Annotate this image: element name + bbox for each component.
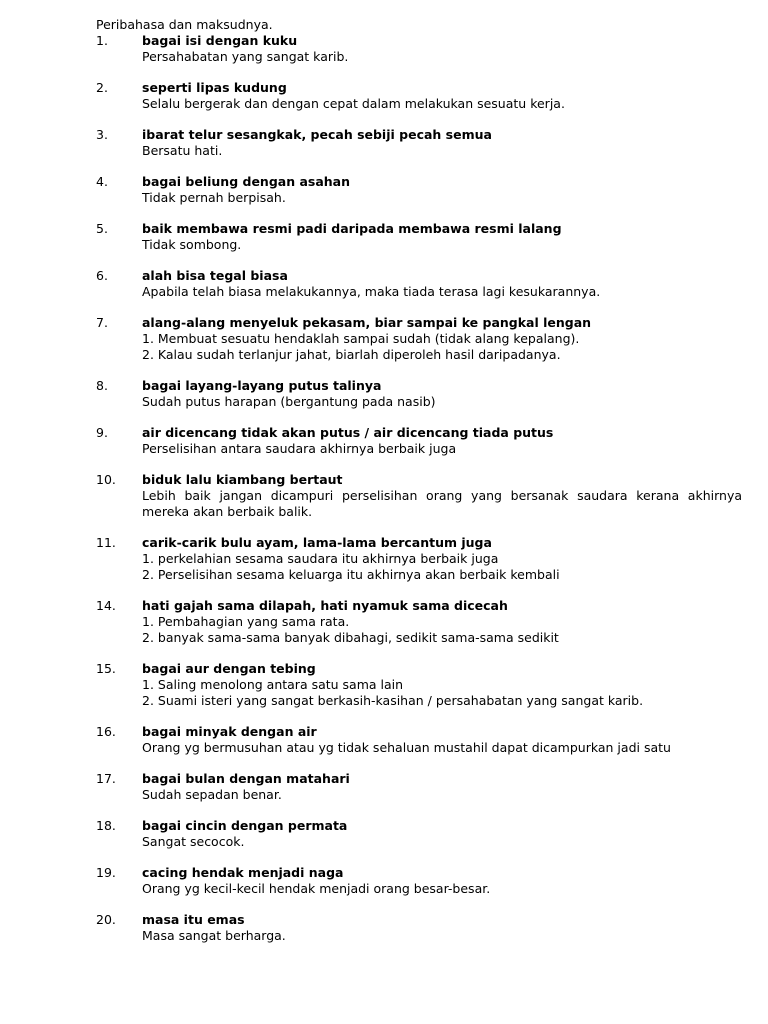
proverb-entry <box>96 268 742 300</box>
proverb-text: bagai layang-layang putus talinya <box>142 378 382 393</box>
proverb-entry <box>96 425 742 457</box>
proverb-meaning: Sudah sepadan benar. <box>142 787 282 802</box>
entry-number: 5. <box>96 221 108 236</box>
entry-number: 9. <box>96 425 108 440</box>
proverb-text: alang-alang menyeluk pekasam, biar sampai ke pangkal lengan <box>142 315 592 330</box>
proverb-entry <box>96 315 742 363</box>
proverb-meaning: Orang yg kecil-kecil hendak menjadi orang besar-besar. <box>142 881 491 896</box>
entry-number: 20. <box>96 912 116 927</box>
proverb-entry <box>96 472 742 520</box>
proverb-entry <box>96 127 742 159</box>
proverb-meaning-line: 2. Suami isteri yang sangat berkasih-kasihan / persahabatan yang sangat karib. <box>142 693 644 708</box>
proverb-text: bagai aur dengan tebing <box>142 661 316 676</box>
document-title: Peribahasa dan maksudnya. <box>96 17 273 32</box>
proverb-entry <box>96 818 742 850</box>
proverb-meaning-line: 2. banyak sama-sama banyak dibahagi, sedikit sama-sama sedikit <box>142 630 559 645</box>
proverb-meaning-line: 1. Saling menolong antara satu sama lain <box>142 677 404 692</box>
proverb-meaning: Tidak pernah berpisah. <box>142 190 286 205</box>
proverb-text: bagai bulan dengan matahari <box>142 771 350 786</box>
proverb-entry <box>96 80 742 112</box>
proverb-entry <box>96 771 742 803</box>
entry-number: 4. <box>96 174 108 189</box>
proverb-meaning: Lebih baik jangan dicampuri perselisihan orang yang bersanak saudara kerana akhirnya mereka akan berbaik balik. <box>142 488 742 519</box>
proverb-entry <box>96 661 742 709</box>
proverb-meaning: Persahabatan yang sangat karib. <box>142 49 349 64</box>
proverb-meaning: Tidak sombong. <box>142 237 242 252</box>
proverb-text: cacing hendak menjadi naga <box>142 865 344 880</box>
proverb-meaning: Selalu bergerak dan dengan cepat dalam melakukan sesuatu kerja. <box>142 96 565 111</box>
proverb-text: carik-carik bulu ayam, lama-lama bercantum juga <box>142 535 492 550</box>
document-page <box>96 17 742 959</box>
proverb-entry <box>96 724 742 756</box>
proverb-meaning: Bersatu hati. <box>142 143 223 158</box>
proverb-entry <box>96 912 742 944</box>
proverb-entry <box>96 598 742 646</box>
proverb-meaning-line: 1. Membuat sesuatu hendaklah sampai sudah (tidak alang kepalang). <box>142 331 580 346</box>
proverb-meaning: Orang yg bermusuhan atau yg tidak sehaluan mustahil dapat dicampurkan jadi satu <box>142 740 671 755</box>
proverb-meaning-line: 2. Kalau sudah terlanjur jahat, biarlah diperoleh hasil daripadanya. <box>142 347 561 362</box>
entry-number: 1. <box>96 33 108 48</box>
entry-number: 8. <box>96 378 108 393</box>
proverb-text: bagai beliung dengan asahan <box>142 174 350 189</box>
proverb-entry <box>96 378 742 410</box>
proverb-text: ibarat telur sesangkak, pecah sebiji pecah semua <box>142 127 492 142</box>
entry-number: 2. <box>96 80 108 95</box>
proverb-entry <box>96 221 742 253</box>
proverb-text: masa itu emas <box>142 912 245 927</box>
proverb-text: bagai minyak dengan air <box>142 724 317 739</box>
proverb-meaning-line: 1. Pembahagian yang sama rata. <box>142 614 350 629</box>
proverb-meaning-line: 1. perkelahian sesama saudara itu akhirnya berbaik juga <box>142 551 499 566</box>
proverb-text: air dicencang tidak akan putus / air dicencang tiada putus <box>142 425 554 440</box>
proverb-meaning: Perselisihan antara saudara akhirnya berbaik juga <box>142 441 457 456</box>
entry-number: 3. <box>96 127 108 142</box>
proverb-text: alah bisa tegal biasa <box>142 268 288 283</box>
proverb-entry <box>96 535 742 583</box>
proverb-entry <box>96 174 742 206</box>
proverb-meaning: Masa sangat berharga. <box>142 928 286 943</box>
proverb-text: hati gajah sama dilapah, hati nyamuk sama dicecah <box>142 598 508 613</box>
entry-number: 15. <box>96 661 116 676</box>
proverb-text: bagai isi dengan kuku <box>142 33 298 48</box>
entry-number: 19. <box>96 865 116 880</box>
proverb-meaning-line: 2. Perselisihan sesama keluarga itu akhirnya akan berbaik kembali <box>142 567 560 582</box>
entry-number: 17. <box>96 771 116 786</box>
entry-number: 16. <box>96 724 116 739</box>
proverb-text: seperti lipas kudung <box>142 80 287 95</box>
entry-number: 11. <box>96 535 116 550</box>
proverb-meaning: Apabila telah biasa melakukannya, maka tiada terasa lagi kesukarannya. <box>142 284 601 299</box>
proverb-entry <box>96 33 742 65</box>
entry-number: 14. <box>96 598 116 613</box>
entry-number: 18. <box>96 818 116 833</box>
proverb-meaning: Sudah putus harapan (bergantung pada nasib) <box>142 394 436 409</box>
proverb-text: bagai cincin dengan permata <box>142 818 348 833</box>
entry-number: 6. <box>96 268 108 283</box>
entry-number: 7. <box>96 315 108 330</box>
entry-number: 10. <box>96 472 116 487</box>
proverb-entry <box>96 865 742 897</box>
proverb-text: biduk lalu kiambang bertaut <box>142 472 343 487</box>
proverb-text: baik membawa resmi padi daripada membawa resmi lalang <box>142 221 562 236</box>
proverb-meaning: Sangat secocok. <box>142 834 245 849</box>
